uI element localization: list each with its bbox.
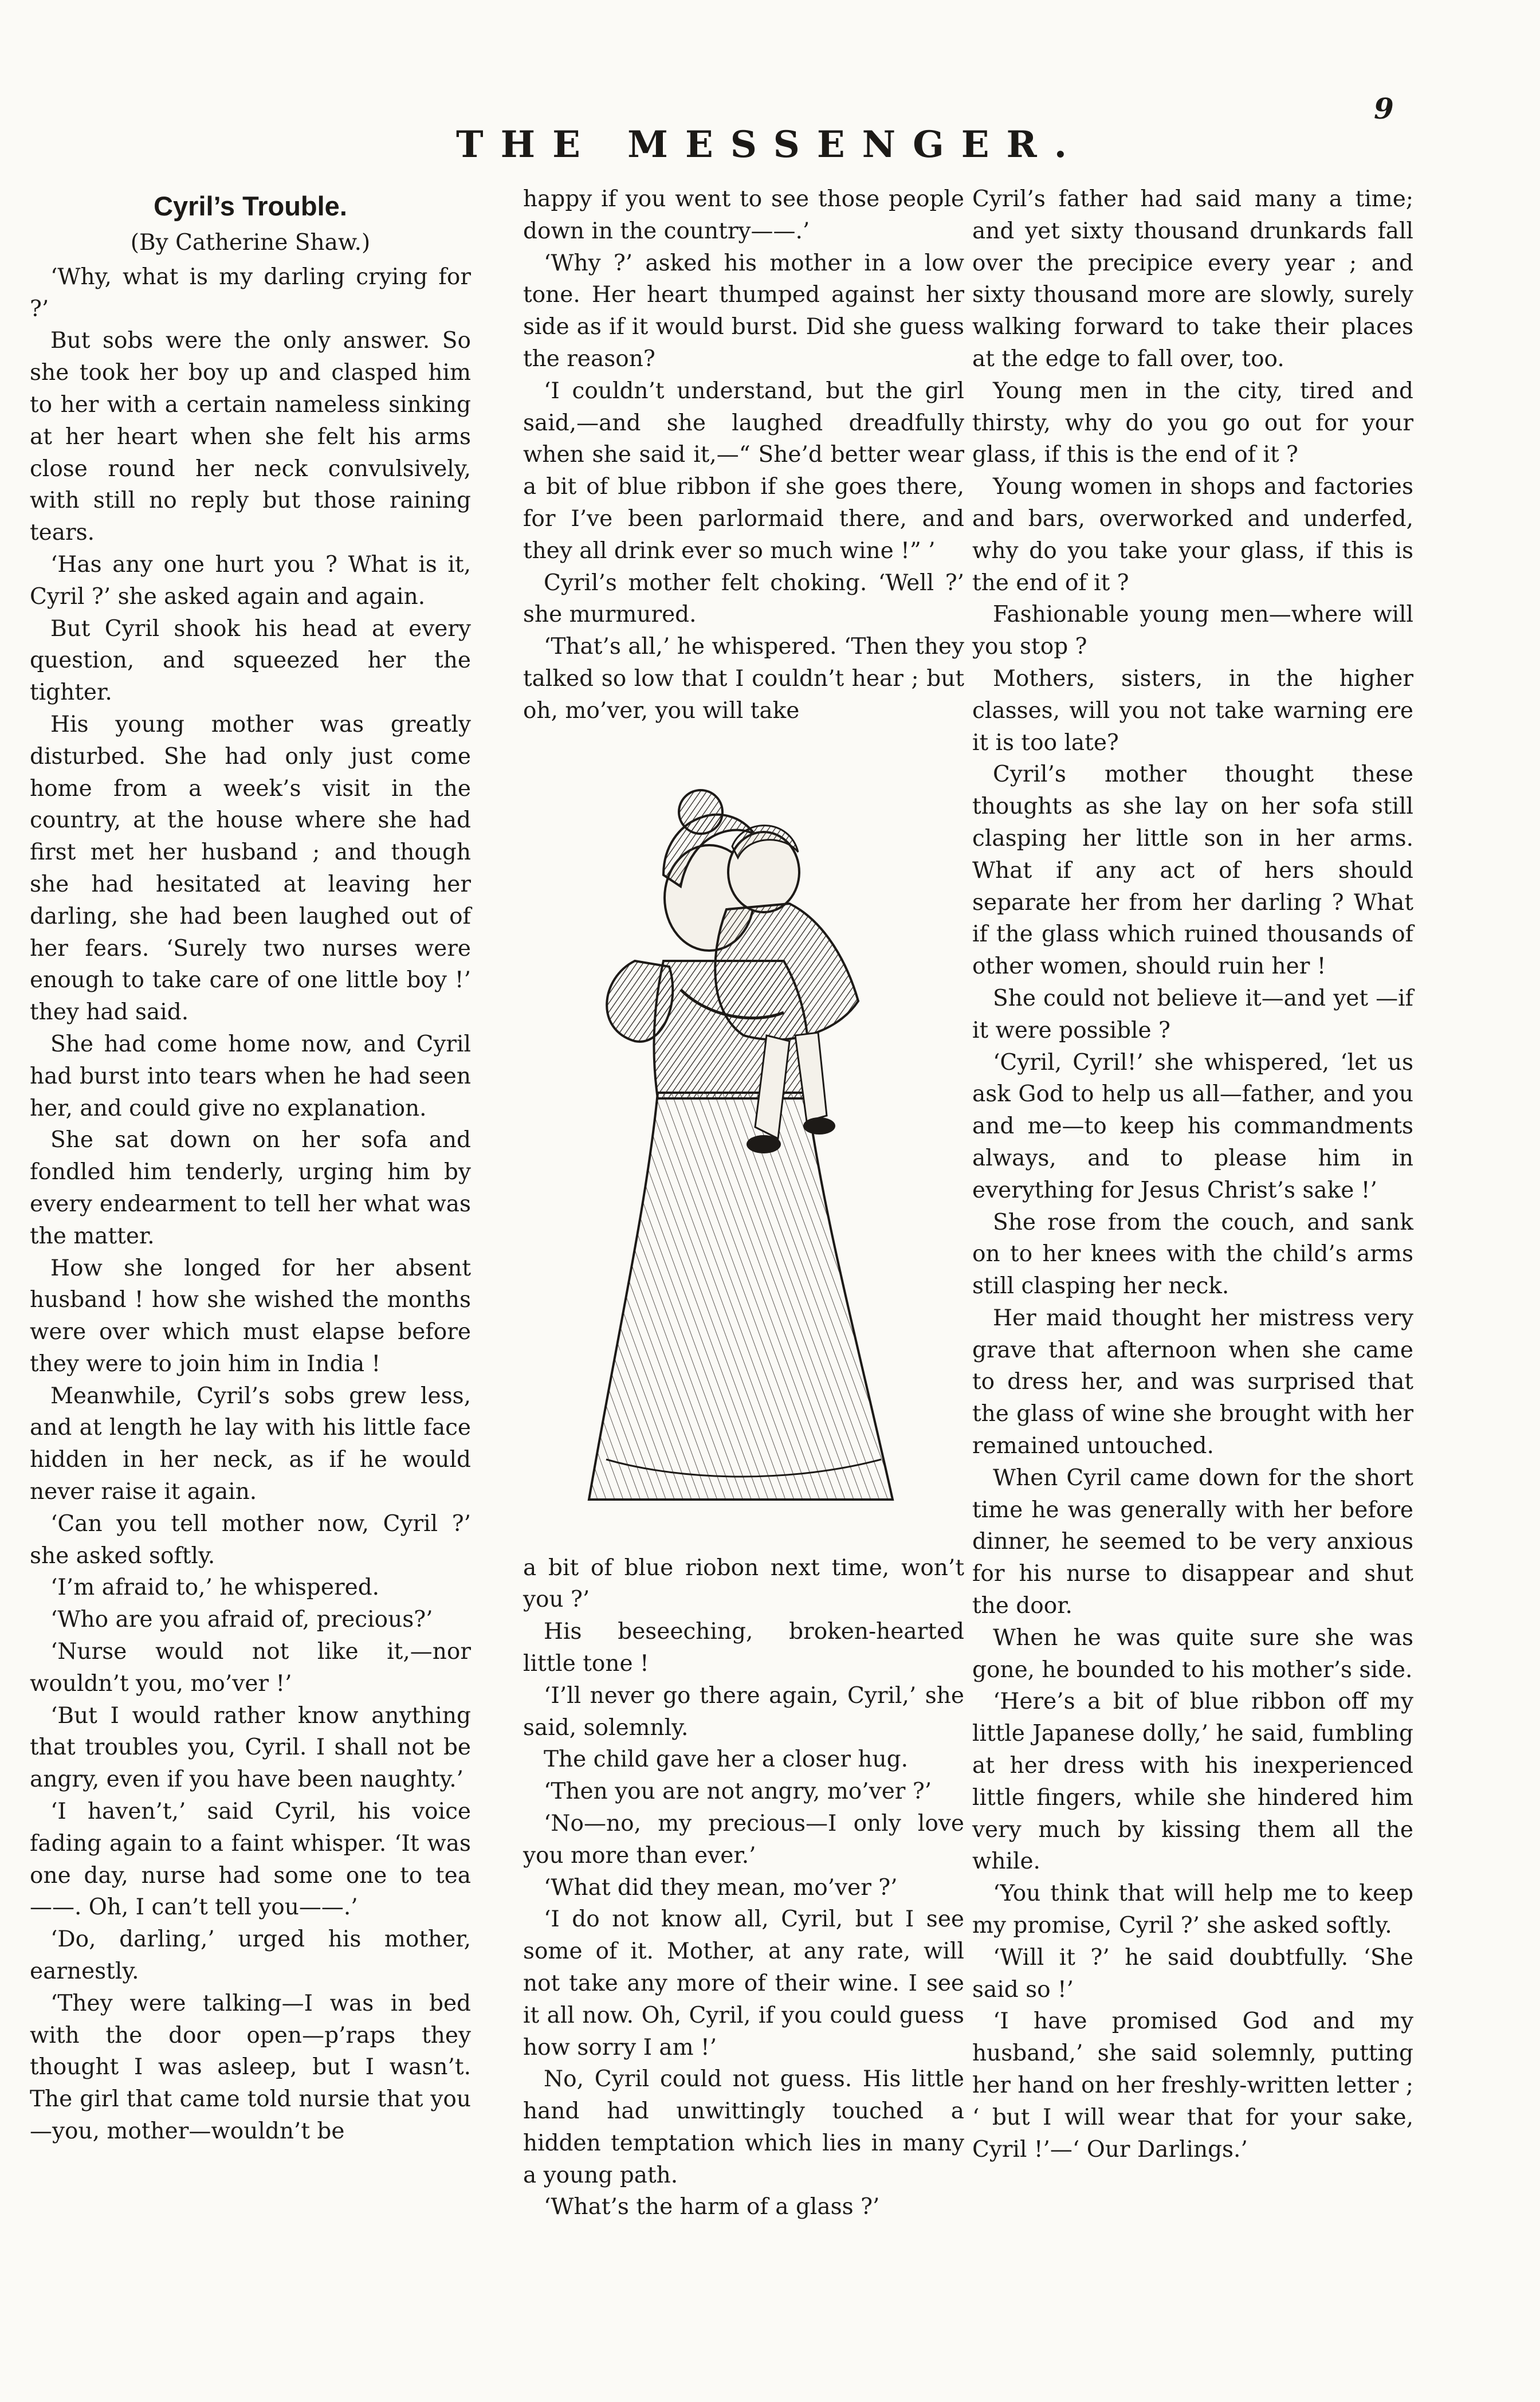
paragraph: ‘Why ?’ asked his mother in a low tone. Her heart thumped against her side as if it would burst. Did she guess the reason? bbox=[523, 250, 964, 372]
paragraph: His young mother was greatly disturbed. She had only just come home from a week’s visit in the country, at the house where she had first met her husband ; and though she had hesitated at leaving her darling, she had been laughed out of her fears. ‘Surely two nurses were enough to take care of one little boy !’ they had said. bbox=[30, 711, 471, 1026]
paragraph: happy if you went to see those people down in the country——.’ bbox=[523, 186, 964, 244]
column-2-text-bottom bbox=[523, 1552, 964, 2224]
paragraph: ‘Nurse would not like it,—nor wouldn’t you, mo’ver !’ bbox=[30, 1639, 471, 1697]
paragraph: ‘I’ll never go there again, Cyril,’ she said, solemnly. bbox=[523, 1682, 964, 1741]
paragraph: Young women in shops and factories and bars, overworked and underfed, why do you take your glass, if this is the end of it ? bbox=[972, 474, 1413, 596]
paragraph: ‘I do not know all, Cyril, but I see some of it. Mother, at any rate, will not take any more of their wine. I see it all now. Oh, Cyril, if you could guess how sorry I am !’ bbox=[523, 1906, 964, 2060]
paragraph: ‘Do, darling,’ urged his mother, earnestly. bbox=[30, 1926, 471, 1985]
column-3 bbox=[972, 183, 1413, 2165]
paragraph: ‘Has any one hurt you ? What is it, Cyril ?’ she asked again and again. bbox=[30, 551, 471, 610]
paragraph: The child gave her a closer hug. bbox=[544, 1746, 909, 1773]
paragraph: Cyril’s mother felt choking. ‘Well ?’ she murmured. bbox=[523, 570, 964, 628]
paragraph: ‘I haven’t,’ said Cyril, his voice fading again to a faint whisper. ‘It was one day, nurse had some one to tea——. Oh, I can’t tell you——.’ bbox=[30, 1799, 471, 1921]
paragraph: Fashionable young men—where will you stop ? bbox=[972, 602, 1413, 660]
paragraph: Young men in the city, tired and thirsty, why do you go out for your glass, if this is the end of it ? bbox=[972, 378, 1413, 468]
paragraph: ‘Will it ?’ he said doubtfully. ‘She said so !’ bbox=[972, 1944, 1413, 2003]
paragraph: She had come home now, and Cyril had burst into tears when he had seen her, and could give no explanation. bbox=[30, 1031, 471, 1121]
paragraph: Meanwhile, Cyril’s sobs grew less, and at length he lay with his little face hidden in her neck, as if he would never raise it again. bbox=[30, 1383, 471, 1505]
paragraph: ‘Why, what is my darling crying for ?’ bbox=[30, 264, 471, 322]
paragraph: ‘Can you tell mother now, Cyril ?’ she asked softly. bbox=[30, 1510, 471, 1569]
column-2-text-top bbox=[523, 183, 964, 727]
paragraph: ‘I have promised God and my husband,’ she said solemnly, putting her hand on her freshly-written letter ; ‘ but I will wear that for your sake, Cyril !’—‘ Our Darlings.’ bbox=[972, 2008, 1413, 2162]
paragraph: ‘Then you are not angry, mo’ver ?’ bbox=[544, 1779, 932, 1805]
paragraph: When Cyril came down for the short time he was generally with her before dinner, he seemed to be very anxious for his nurse to disappear and shut the door. bbox=[972, 1465, 1413, 1619]
article-byline: (By Catherine Shaw.) bbox=[130, 230, 371, 256]
column-2 bbox=[523, 183, 964, 2223]
paragraph: ‘I couldn’t understand, but the girl said,—and she laughed dreadfully when she said it,—“ She’d better wear a bit of blue ribbon if she goes there, for I’ve been parlormaid there, and they all drink ever so much wine !” ’ bbox=[523, 378, 964, 564]
paragraph: When he was quite sure she was gone, he bounded to his mother’s side. bbox=[972, 1624, 1413, 1683]
paragraph: ‘You think that will help me to keep my promise, Cyril ?’ she asked softly. bbox=[972, 1881, 1413, 1939]
mother-child-engraving-icon bbox=[537, 772, 950, 1517]
paragraph: Her maid thought her mistress very grave that afternoon when she came to dress her, and was surprised that the glass of wine she brought with her remained untouched. bbox=[972, 1305, 1413, 1459]
paragraph: But Cyril shook his head at every question, and squeezed her the tighter. bbox=[30, 615, 471, 706]
paragraph: How she longed for her absent husband ! how she wished the months were over which must elapse before they were to join him in India ! bbox=[30, 1255, 471, 1377]
paragraph: Cyril’s mother thought these thoughts as she lay on her sofa still clasping her little son in her arms. What if any act of hers should separate her from her darling ? What if the glass which ruined thousands of other women, should ruin her ! bbox=[972, 762, 1413, 980]
paragraph: ‘But I would rather know anything that troubles you, Cyril. I shall not be angry, even if you have been naughty.’ bbox=[30, 1702, 471, 1793]
paragraph: His beseeching, broken-hearted little tone ! bbox=[523, 1619, 964, 1677]
paragraph: No, Cyril could not guess. His little hand had unwittingly touched a hidden temptation which lies in many a young path. bbox=[523, 2066, 964, 2188]
paragraph: She sat down on her sofa and fondled him tenderly, urging him by every endearment to tell her what was the matter. bbox=[30, 1127, 471, 1249]
masthead: THE MESSENGER. bbox=[456, 123, 1084, 166]
paragraph: ‘That’s all,’ he whispered. ‘Then they talked so low that I couldn’t hear ; but oh, mo’ver, you will take bbox=[523, 634, 964, 724]
paragraph: ‘Cyril, Cyril!’ she whispered, ‘let us ask God to help us all—father, and you and me—to keep his commandments always, and to please him in everything for Jesus Christ’s sake !’ bbox=[972, 1049, 1413, 1203]
paragraph: ‘No—no, my precious—I only love you more than ever.’ bbox=[523, 1810, 964, 1869]
paragraph: ‘Who are you afraid of, precious?’ bbox=[50, 1607, 433, 1633]
paragraph: She could not believe it—and yet —if it were possible ? bbox=[972, 985, 1413, 1043]
paragraph: She rose from the couch, and sank on to her knees with the child’s arms still clasping her neck. bbox=[972, 1209, 1413, 1300]
paragraph: But sobs were the only answer. So she took her boy up and clasped him to her with a certain nameless sinking at her heart when she felt his arms close round her neck convulsively, with still no reply but those raining tears. bbox=[30, 328, 471, 546]
column-1-text bbox=[30, 261, 471, 2148]
paragraph: ‘What’s the harm of a glass ?’ bbox=[544, 2194, 880, 2220]
paragraph: Cyril’s father had said many a time; and yet sixty thousand drunkards fall over the precipice every year ; and sixty thousand more are slowly, surely walking forward to take their places at the edge to fall over, too. bbox=[972, 186, 1413, 372]
paragraph: a bit of blue riobon next time, won’t you ?’ bbox=[523, 1555, 964, 1613]
column-1 bbox=[30, 183, 471, 2148]
column-3-text bbox=[972, 183, 1413, 2165]
paragraph: ‘What did they mean, mo’ver ?’ bbox=[544, 1874, 898, 1901]
page-number: 9 bbox=[1374, 92, 1394, 125]
paragraph: ‘They were talking—I was in bed with the door open—p’raps they thought I was asleep, but I wasn’t. The girl that came told nursie that you—you, mother—wouldn’t be bbox=[30, 1990, 471, 2145]
paragraph: Mothers, sisters, in the higher classes, will you not take warning ere it is too late? bbox=[972, 665, 1413, 756]
article-title: Cyril’s Trouble. bbox=[154, 191, 347, 221]
illustration-mother-and-child bbox=[537, 772, 950, 1517]
paragraph: ‘I’m afraid to,’ he whispered. bbox=[50, 1575, 380, 1601]
paragraph: ‘Here’s a bit of blue ribbon off my little Japanese dolly,’ he said, fumbling at her dress with his inexperienced little fingers, while she hindered him very much by kissing them all the while. bbox=[972, 1689, 1413, 1875]
